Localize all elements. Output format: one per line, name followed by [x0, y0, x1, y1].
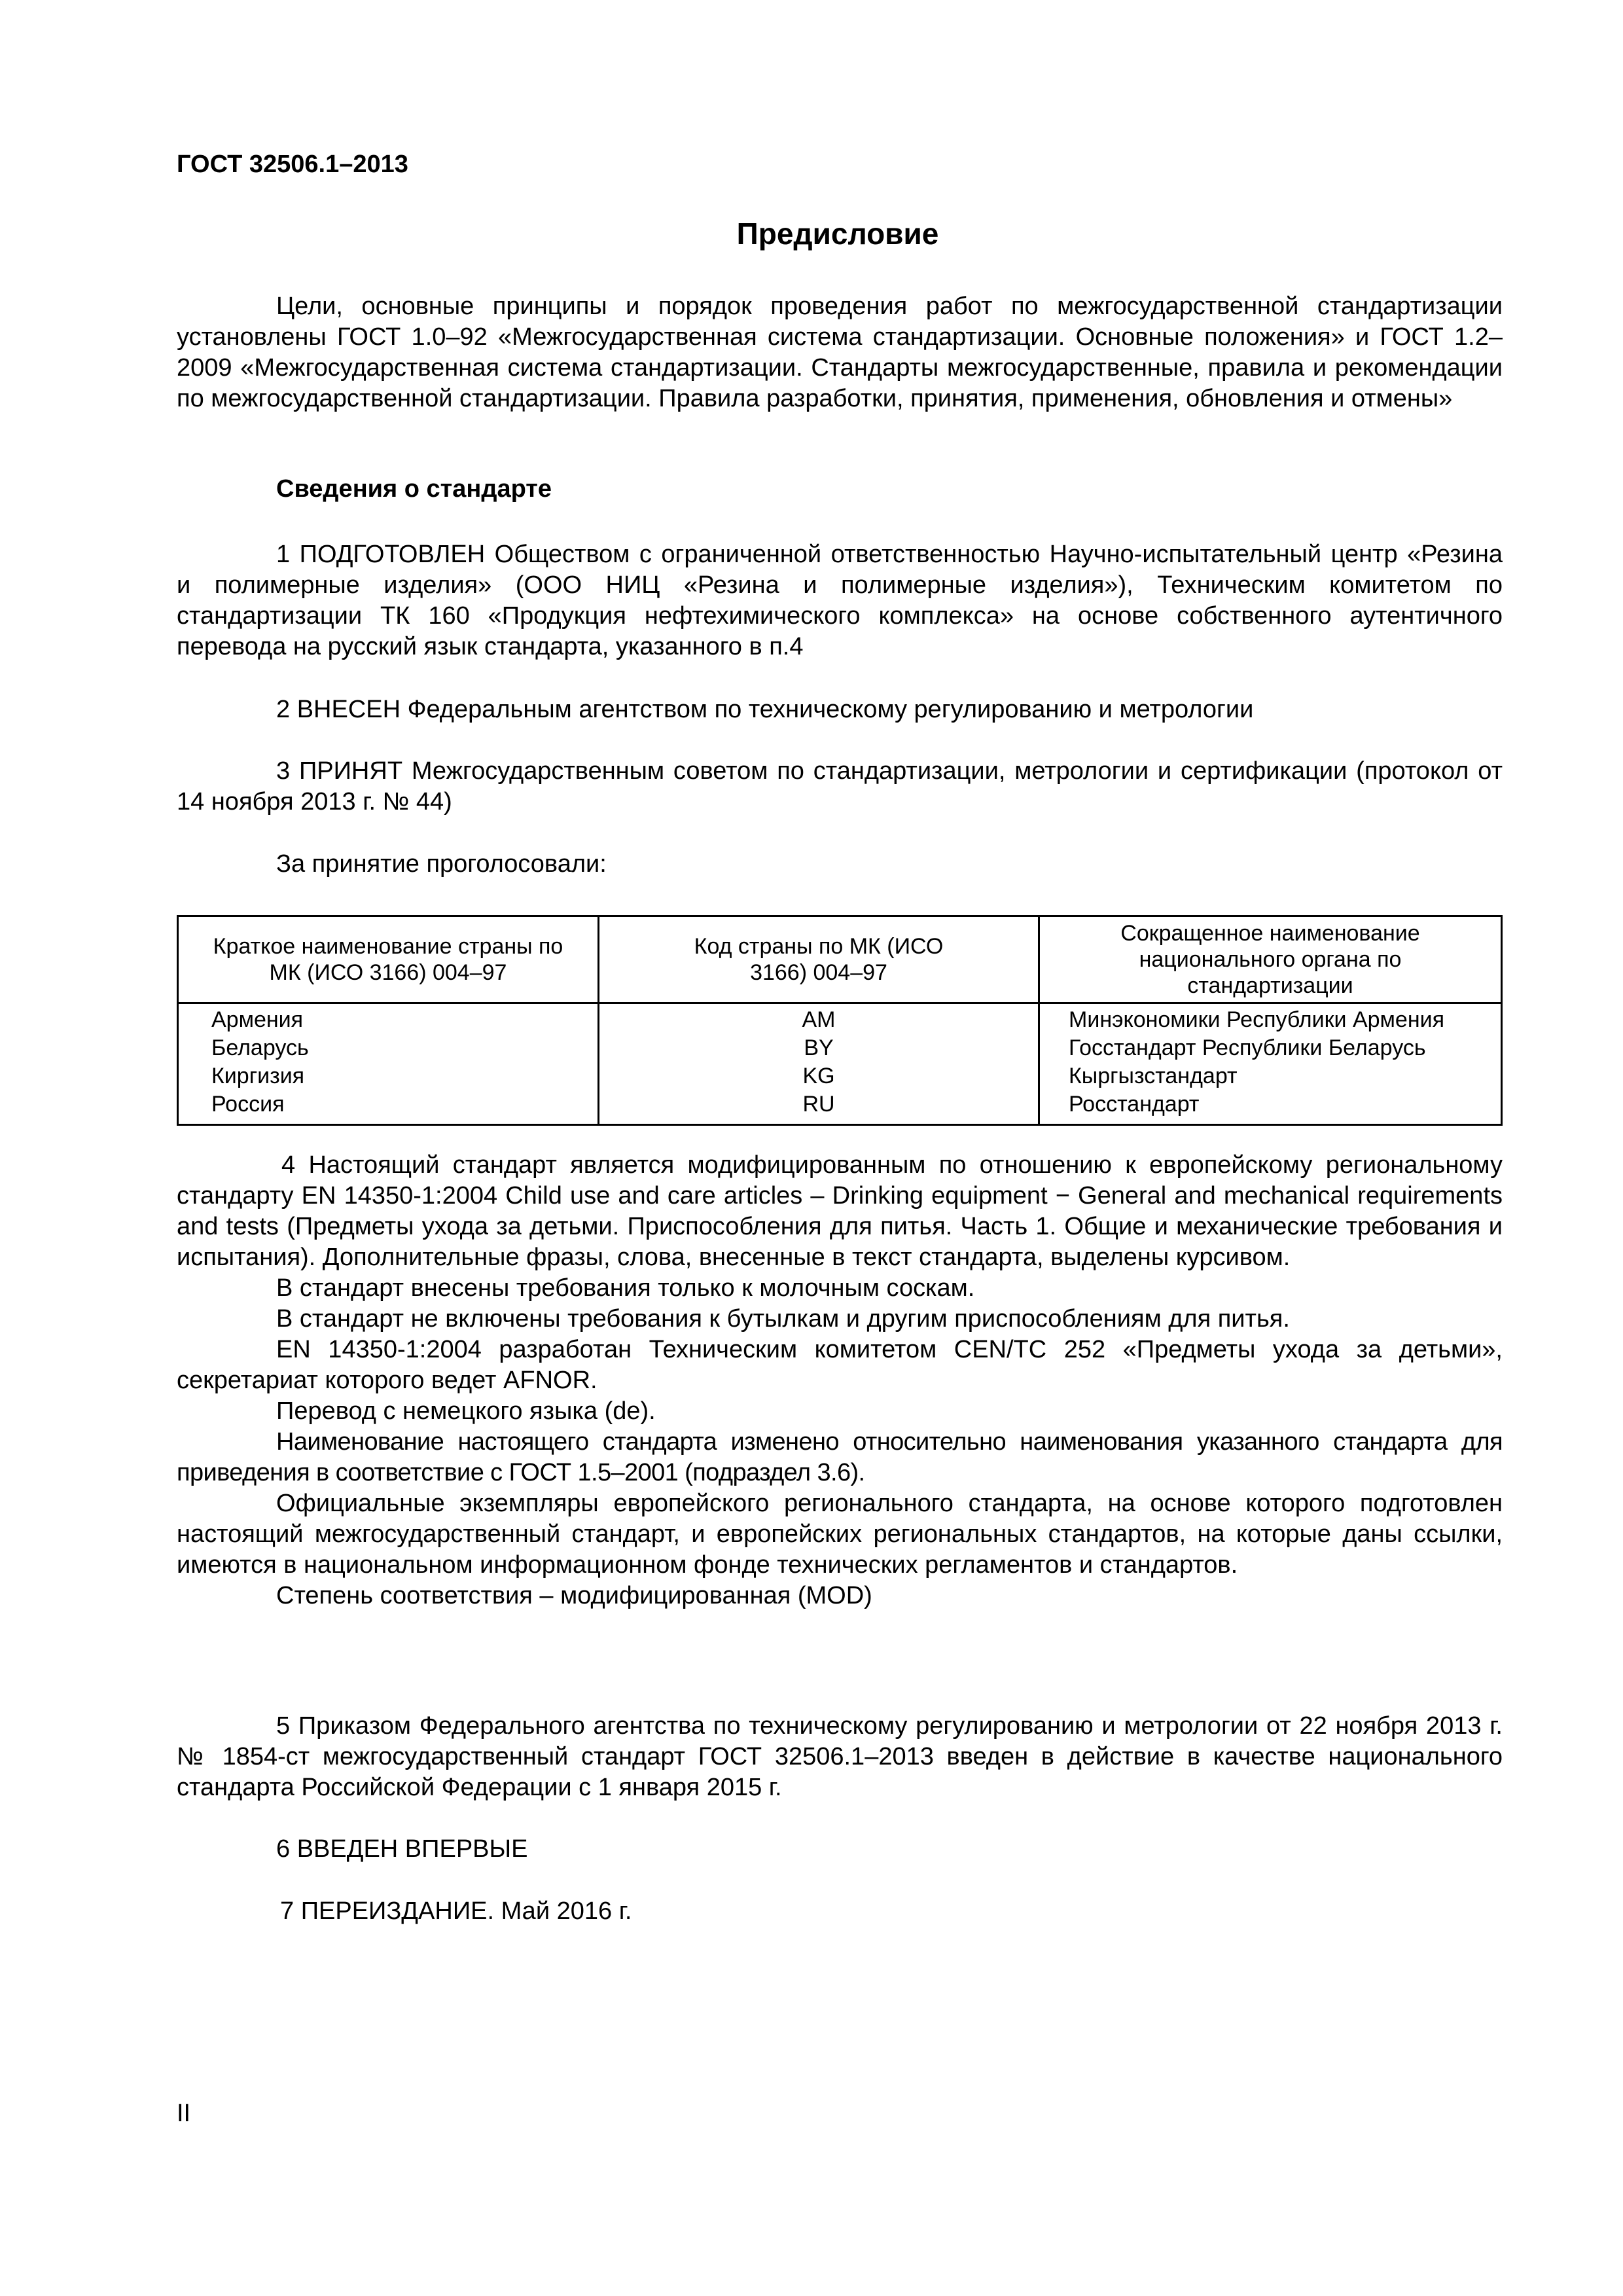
table-cell: Минэкономики Республики Армения: [1069, 1007, 1444, 1032]
item-4-note: Перевод с немецкого языка (de).: [276, 1397, 656, 1425]
table-cell: RU: [802, 1092, 835, 1117]
table-header-text: Краткое наименование страны по МК (ИСО 3166) 004–97: [213, 934, 563, 985]
table-cell: Кыргызстандарт: [1069, 1064, 1238, 1088]
page-number: II: [177, 2100, 191, 2127]
item-4-note: Официальные экземпляры европейского регионального стандарта, на основе которого подготовлен настоящий межгосударственный стандарт, и европейских региональных стандартов, на которые даны ссылки, имеются в национальном информационном фонде технических регламентов и стандартов.: [177, 1490, 1503, 1579]
table-cell: Армения: [211, 1007, 304, 1032]
table-column-code: [599, 1006, 1038, 1119]
table-cell: KG: [802, 1064, 835, 1088]
intro-paragraph: Цели, основные принципы и порядок проведения работ по межгосударственной стандартизации установлены ГОСТ 1.0–92 «Межгосударственная система стандартизации. Основные положения» и ГОСТ 1.2–2009 «Межгосударственная система стандартизации. Стандарты межгосударственные, правила и рекомендации по межгосударственной стандартизации. Правила разработки, принятия, применения, обновления и отмены»: [177, 293, 1503, 412]
table-cell: Беларусь: [211, 1035, 309, 1060]
item-1-paragraph: 1 ПОДГОТОВЛЕН Обществом с ограниченной ответственностью Научно-испытательный центр «Резина и полимерные изделия» (ООО НИЦ «Резина и полимерные изделия»), Техническим комитетом по стандартизации ТК 160 «Продукция нефтехимического комплекса» на основе собственного аутентичного перевода на русский язык стандарта, указанного в п.4: [177, 541, 1503, 660]
voted-label: За принятие проголосовали:: [276, 850, 607, 878]
countries-table: [177, 915, 1503, 1126]
table-header-text: Сокращенное наименование национального органа по стандартизации: [1120, 921, 1420, 998]
table-cell: Россия: [211, 1092, 285, 1117]
section-title: Сведения о стандарте: [276, 475, 552, 503]
table-header-body: [1040, 917, 1501, 1002]
page-title: Предисловие: [736, 217, 939, 251]
document-code: ГОСТ 32506.1–2013: [177, 151, 408, 178]
table-cell: Росстандарт: [1069, 1092, 1200, 1117]
table-column-body: [1069, 1006, 1444, 1119]
item-4-note: В стандарт внесены требования только к молочным соскам.: [276, 1274, 975, 1302]
table-cell: Госстандарт Республики Беларусь: [1069, 1035, 1426, 1060]
item-5-paragraph: 5 Приказом Федерального агентства по техническому регулированию и метрологии от 22 ноября 2013 г. № 1854-ст межгосударственный стандарт ГОСТ 32506.1–2013 введен в действие в качестве национального стандарта Российской Федерации с 1 января 2015 г.: [177, 1712, 1503, 1801]
item-4-paragraph: 4 Настоящий стандарт является модифицированным по отношению к европейскому региональному стандарту EN 14350-1:2004 Child use and care articles – Drinking equipment − General and mechanical requirements and tests (Предметы ухода за детьми. Приспособления для питья. Часть 1. Общие и механические требования и испытания). Дополнительные фразы, слова, внесенные в текст стандарта, выделены курсивом.: [177, 1151, 1503, 1271]
table-cell: BY: [804, 1035, 834, 1060]
item-3-paragraph: 3 ПРИНЯТ Межгосударственным советом по стандартизации, метрологии и сертификации (протокол от 14 ноября 2013 г. № 44): [177, 757, 1503, 816]
item-4-note: В стандарт не включены требования к бутылкам и другим приспособлениям для питья.: [276, 1305, 1290, 1333]
table-cell: Киргизия: [211, 1064, 305, 1088]
item-4-note: Степень соответствия – модифицированная (MOD): [276, 1582, 872, 1609]
table-header-text: Код страны по МК (ИСО 3166) 004–97: [694, 934, 944, 985]
table-cell: AM: [802, 1007, 836, 1032]
table-header-country: [179, 917, 597, 1002]
item-2-paragraph: 2 ВНЕСЕН Федеральным агентством по техническому регулированию и метрологии: [276, 696, 1254, 723]
table-column-country: [211, 1006, 309, 1119]
item-4-note: Наименование настоящего стандарта изменено относительно наименования указанного стандарта для приведения в соответствие с ГОСТ 1.5–2001 (подраздел 3.6).: [177, 1428, 1503, 1486]
item-7-paragraph: 7 ПЕРЕИЗДАНИЕ. Май 2016 г.: [280, 1897, 632, 1925]
table-header-code: [599, 917, 1038, 1002]
item-6-paragraph: 6 ВВЕДЕН ВПЕРВЫЕ: [276, 1835, 528, 1863]
item-4-note: EN 14350-1:2004 разработан Техническим комитетом CEN/TC 252 «Предметы ухода за детьми», секретариат которого ведет AFNOR.: [177, 1336, 1503, 1394]
item-4-section: [177, 1150, 1503, 1611]
